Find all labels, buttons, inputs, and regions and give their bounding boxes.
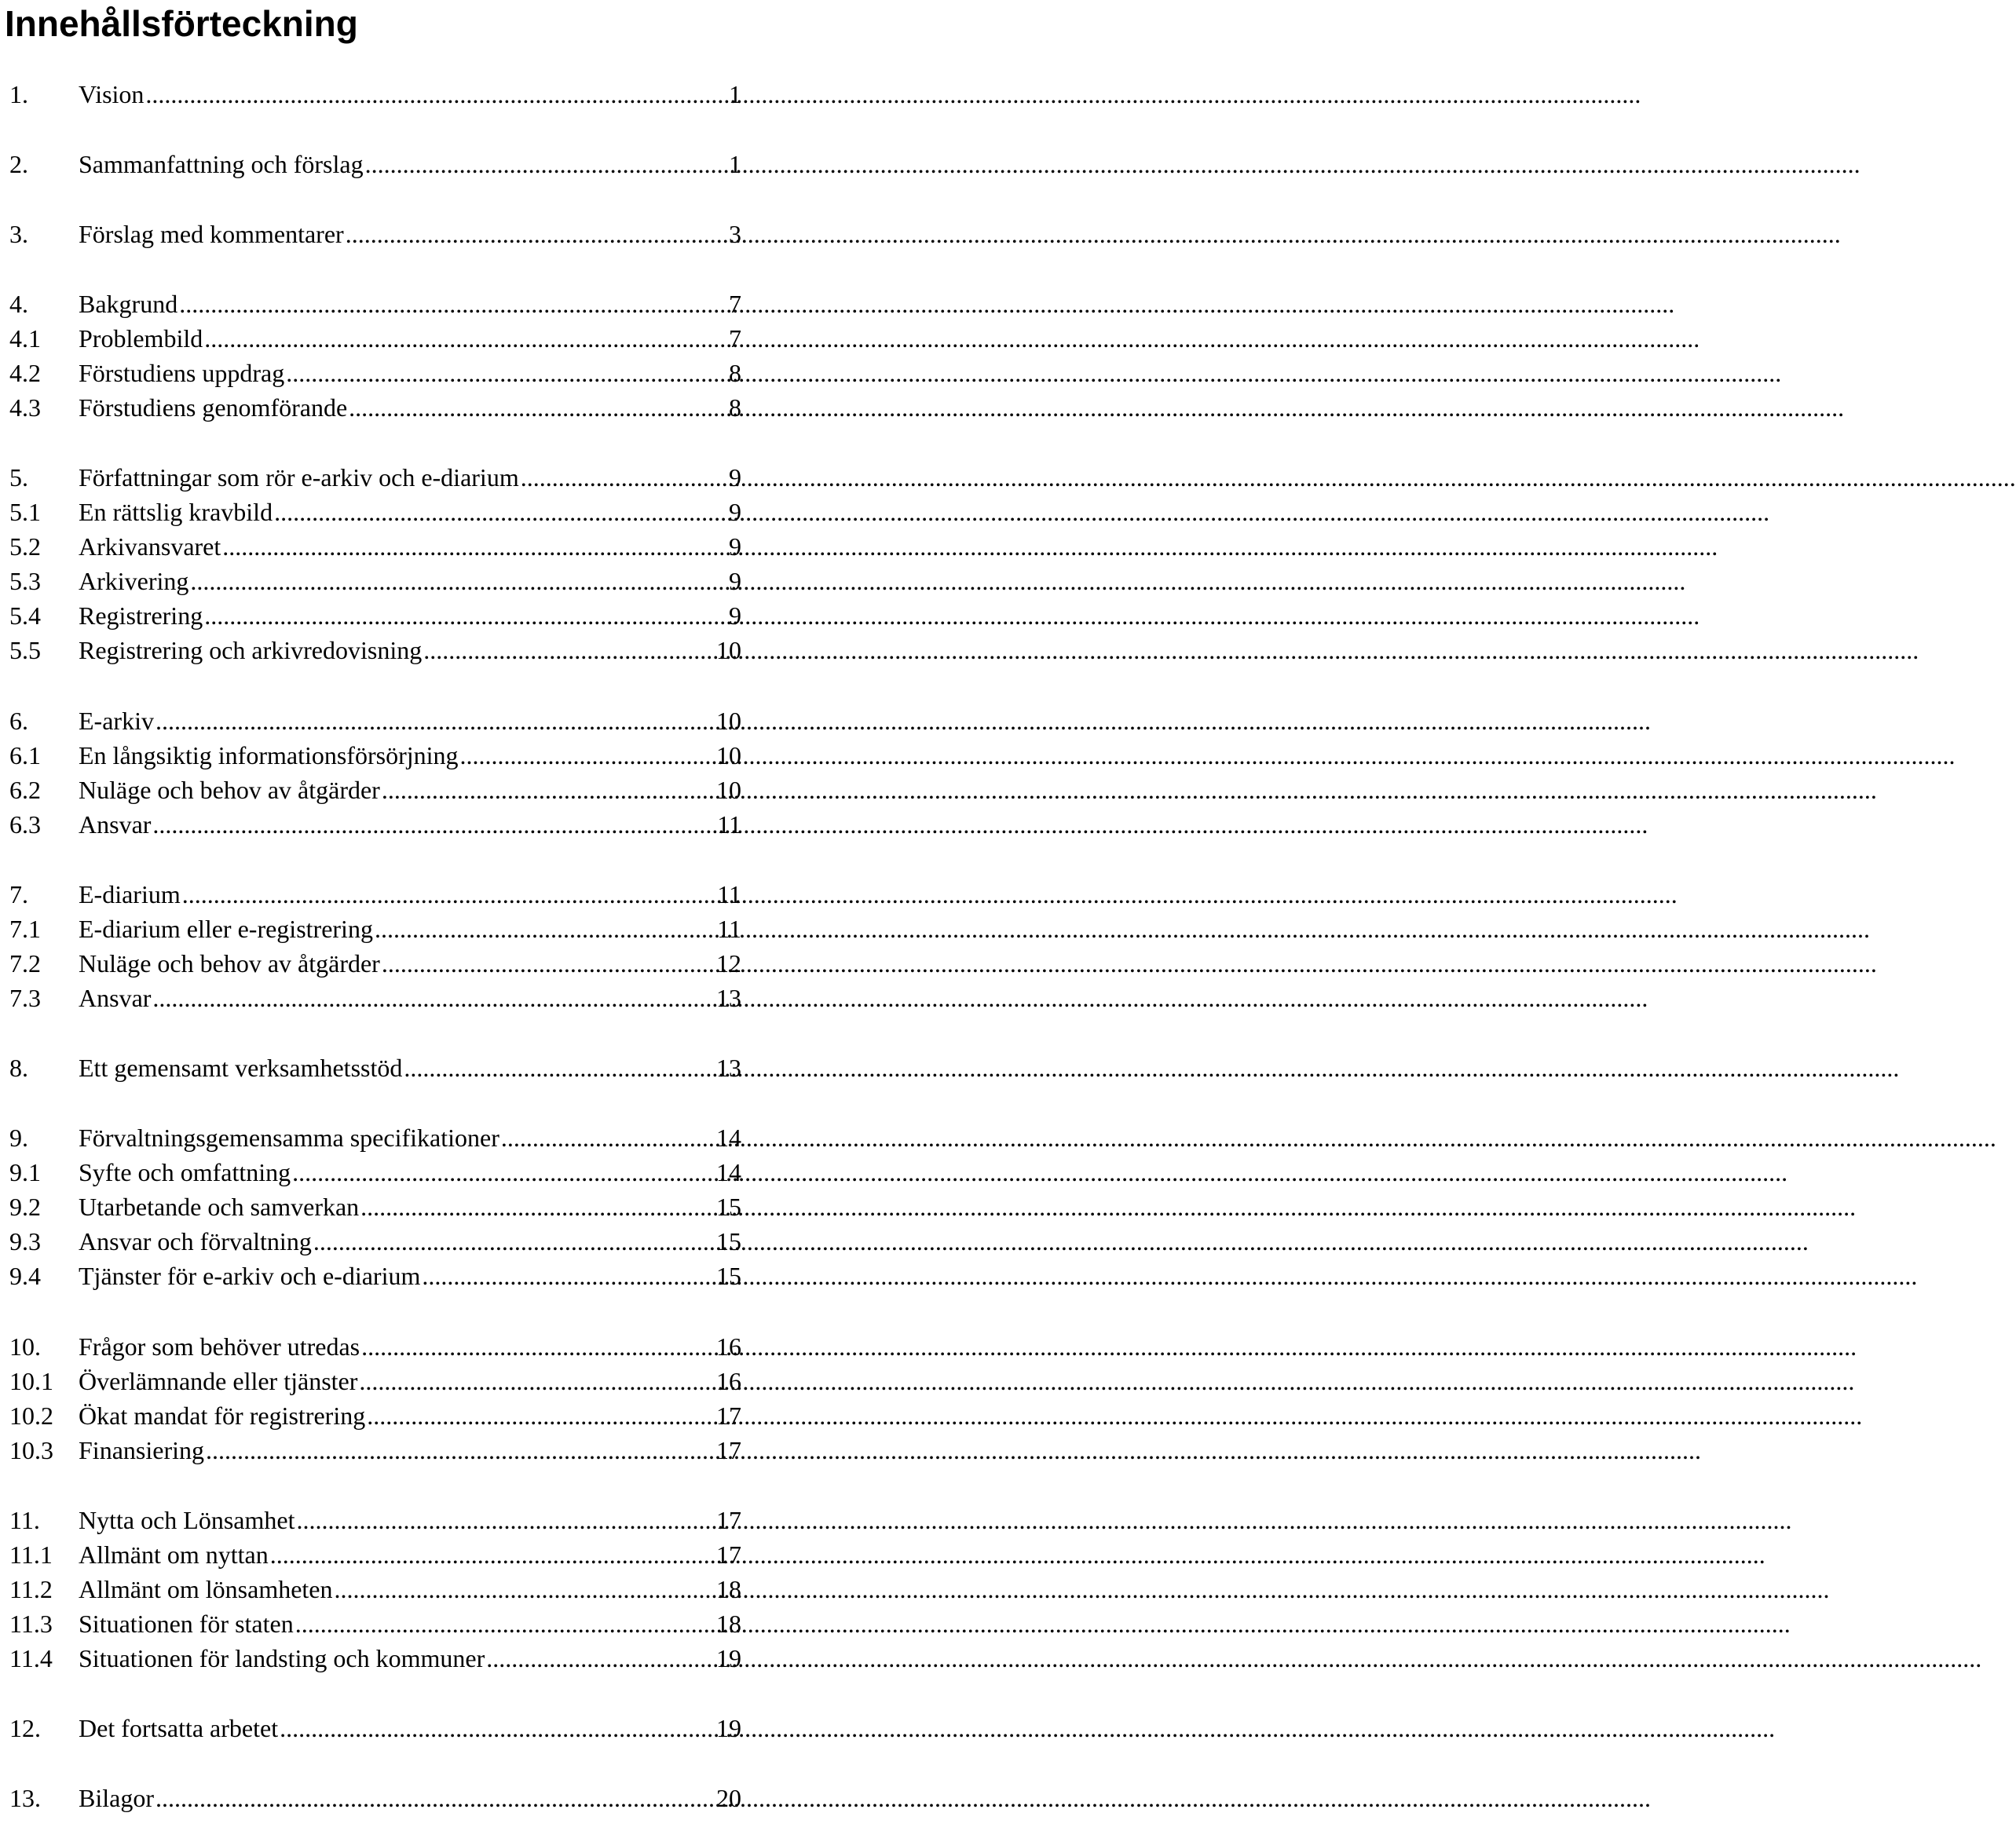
toc-entry-number: 6.1 [9,741,41,769]
toc-dot-leader [365,148,727,180]
toc-entry-title: Det fortsatta arbetet [79,1714,279,1742]
toc-entry-title: Situationen för landsting och kommuner [79,1644,485,1672]
toc-entry-number: 8. [9,1054,28,1082]
page-title: Innehållsförteckning [5,3,358,44]
toc-entry-title: En rättslig kravbild [79,498,273,526]
toc-entry[interactable] [9,1331,741,1362]
toc-entry[interactable] [9,1365,741,1397]
toc-entry-title: Överlämnande eller tjänster [79,1367,358,1395]
toc-entry-page: 16 [716,1332,741,1361]
toc-entry[interactable] [9,79,741,110]
toc-entry-number: 4.1 [9,324,41,353]
toc-entry-number: 11.2 [9,1575,53,1603]
toc-dot-leader [422,1260,715,1292]
toc-entry-page: 20 [716,1784,741,1812]
toc-entry[interactable] [9,1157,741,1188]
toc-entry-number: 2. [9,150,28,178]
toc-entry-number: 7. [9,880,28,908]
toc-entry-title: En långsiktig informationsförsörjning [79,741,459,769]
toc-entry[interactable] [9,218,741,250]
toc-entry-page: 9 [729,463,741,492]
toc-entry-page: 17 [716,1402,741,1430]
toc-entry-number: 4.3 [9,393,41,422]
toc-dot-leader [295,1608,715,1639]
toc-entry-number: 9.1 [9,1158,41,1186]
toc-entry-number: 6. [9,707,28,735]
toc-entry-number: 13. [9,1784,41,1812]
toc-dot-leader [335,1573,715,1605]
toc-entry[interactable] [9,809,741,840]
toc-entry-title: Utarbetande och samverkan [79,1193,360,1221]
toc-entry-title: Arkivansvaret [79,532,221,561]
toc-entry-title: Frågor som behöver utredas [79,1332,360,1361]
toc-entry[interactable] [9,148,741,180]
toc-entry-title: Nytta och Lönsamhet [79,1506,295,1534]
toc-entry-number: 5. [9,463,28,492]
toc-entry-page: 19 [716,1644,741,1672]
toc-dot-leader [349,392,727,423]
toc-dot-leader [292,1157,715,1188]
table-of-contents [0,0,754,1831]
toc-entry-page: 10 [716,636,741,664]
toc-dot-leader [182,879,715,910]
toc-entry-number: 9. [9,1124,28,1152]
toc-entry-page: 9 [729,601,741,630]
toc-entry-number: 12. [9,1714,41,1742]
toc-entry-title: Författningar som rör e-arkiv och e-diarium [79,463,519,492]
toc-entry[interactable] [9,1573,741,1605]
toc-entry-title: Ett gemensamt verksamhetsstöd [79,1054,403,1082]
toc-dot-leader [222,531,727,562]
toc-dot-leader [486,1643,715,1674]
toc-entry-number: 4.2 [9,359,41,387]
toc-entry[interactable] [9,288,741,320]
toc-entry-title: Problembild [79,324,203,353]
toc-entry-title: Finansiering [79,1436,204,1464]
toc-dot-leader [152,809,715,840]
toc-entry-title: Nuläge och behov av åtgärder [79,949,380,978]
toc-entry-number: 5.5 [9,636,41,664]
toc-dot-leader [382,774,715,806]
toc-entry-number: 4. [9,290,28,318]
toc-dot-leader [361,1331,715,1362]
toc-entry-page: 18 [716,1610,741,1638]
toc-entry-title: Allmänt om lönsamheten [79,1575,333,1603]
toc-entry-title: Vision [79,80,145,108]
toc-entry-title: Bakgrund [79,290,178,318]
toc-entry-page: 1 [729,80,741,108]
toc-dot-leader [155,1782,715,1814]
toc-entry-title: Nuläge och behov av åtgärder [79,776,380,804]
toc-entry-page: 13 [716,984,741,1012]
toc-entry-page: 10 [716,707,741,735]
toc-entry[interactable] [9,879,741,910]
toc-entry-number: 10. [9,1332,41,1361]
toc-entry[interactable] [9,1539,741,1570]
toc-dot-leader [346,218,727,250]
toc-entry-title: Ansvar [79,810,152,839]
toc-entry-page: 9 [729,567,741,595]
toc-entry[interactable] [9,1226,741,1257]
toc-entry-page: 15 [716,1227,741,1255]
toc-entry-number: 5.1 [9,498,41,526]
toc-dot-leader [145,79,727,110]
toc-dot-leader [367,1400,715,1431]
toc-entry-page: 8 [729,393,741,422]
toc-entry[interactable] [9,1191,741,1222]
toc-entry-title: Ansvar [79,984,152,1012]
toc-entry[interactable] [9,1400,741,1431]
toc-entry-page: 1 [729,150,741,178]
toc-entry-page: 17 [716,1540,741,1569]
toc-entry-number: 7.1 [9,915,41,943]
toc-entry[interactable] [9,705,741,736]
toc-entry-number: 11.4 [9,1644,53,1672]
toc-entry-title: Situationen för staten [79,1610,294,1638]
toc-entry-title: Förstudiens genomförande [79,393,348,422]
toc-entry[interactable] [9,1434,741,1466]
toc-entry-title: Bilagor [79,1784,154,1812]
toc-entry-number: 5.3 [9,567,41,595]
toc-entry[interactable] [9,1052,741,1084]
toc-entry[interactable] [9,496,741,528]
toc-entry-title: Tjänster för e-arkiv och e-diarium [79,1262,421,1290]
toc-entry-number: 7.2 [9,949,41,978]
toc-entry-title: Förstudiens uppdrag [79,359,285,387]
toc-entry[interactable] [9,634,741,666]
toc-entry-page: 12 [716,949,741,978]
toc-entry[interactable] [9,357,741,389]
toc-dot-leader [204,600,727,631]
toc-entry[interactable] [9,982,741,1014]
toc-entry-title: Förslag med kommentarer [79,220,344,248]
toc-entry-title: Syfte och omfattning [79,1158,291,1186]
toc-entry-page: 15 [716,1262,741,1290]
toc-entry-page: 17 [716,1436,741,1464]
toc-entry-title: Ökat mandat för registrering [79,1402,366,1430]
toc-entry-page: 13 [716,1054,741,1082]
toc-dot-leader [313,1226,715,1257]
toc-entry-title: Ansvar och förvaltning [79,1227,312,1255]
toc-entry-title: Förvaltningsgemensamma specifikationer [79,1124,499,1152]
toc-entry[interactable] [9,1504,741,1536]
toc-dot-leader [179,288,727,320]
toc-entry-title: Arkivering [79,567,189,595]
toc-entry[interactable] [9,948,741,979]
toc-entry[interactable] [9,531,741,562]
toc-entry-page: 11 [717,915,741,943]
toc-entry-number: 9.3 [9,1227,41,1255]
toc-entry-page: 7 [729,290,741,318]
toc-entry-title: Registrering och arkivredovisning [79,636,423,664]
toc-entry-number: 5.2 [9,532,41,561]
toc-entry-number: 10.1 [9,1367,53,1395]
toc-entry-page: 18 [716,1575,741,1603]
toc-entry-page: 10 [716,741,741,769]
toc-entry-title: E-diarium eller e-registrering [79,915,373,943]
toc-entry-page: 15 [716,1193,741,1221]
toc-entry-number: 5.4 [9,601,41,630]
toc-dot-leader [460,740,715,771]
toc-dot-leader [382,948,715,979]
toc-entry-page: 17 [716,1506,741,1534]
toc-entry[interactable] [9,1782,741,1814]
toc-dot-leader [280,1712,715,1744]
toc-dot-leader [375,913,715,945]
toc-dot-leader [152,982,715,1014]
toc-entry-number: 10.2 [9,1402,53,1430]
toc-entry-number: 11.1 [9,1540,53,1569]
toc-dot-leader [521,462,727,493]
toc-dot-leader [274,496,727,528]
toc-entry[interactable] [9,323,741,354]
toc-entry-page: 14 [716,1124,741,1152]
toc-entry[interactable] [9,565,741,597]
toc-entry-number: 3. [9,220,28,248]
toc-dot-leader [501,1122,715,1153]
toc-entry-number: 6.2 [9,776,41,804]
toc-entry-number: 9.4 [9,1262,41,1290]
toc-dot-leader [270,1539,715,1570]
toc-entry-page: 3 [729,220,741,248]
toc-entry-number: 11. [9,1506,40,1534]
toc-entry-title: E-diarium [79,880,181,908]
toc-dot-leader [155,705,715,736]
toc-entry-title: Allmänt om nyttan [79,1540,269,1569]
toc-entry-number: 10.3 [9,1436,53,1464]
toc-entry-number: 11.3 [9,1610,53,1638]
toc-entry[interactable] [9,1608,741,1639]
toc-entry-page: 16 [716,1367,741,1395]
toc-dot-leader [360,1191,715,1222]
toc-entry-number: 9.2 [9,1193,41,1221]
toc-entry-title: Registrering [79,601,203,630]
toc-entry-title: Sammanfattning och förslag [79,150,364,178]
toc-dot-leader [404,1052,715,1084]
toc-dot-leader [423,634,715,666]
toc-entry[interactable] [9,913,741,945]
toc-dot-leader [206,1434,715,1466]
toc-entry-page: 11 [717,880,741,908]
toc-entry[interactable] [9,774,741,806]
toc-entry[interactable] [9,740,741,771]
toc-entry-page: 9 [729,498,741,526]
toc-dot-leader [296,1504,715,1536]
toc-entry[interactable] [9,1712,741,1744]
toc-entry[interactable] [9,600,741,631]
toc-dot-leader [204,323,727,354]
toc-entry[interactable] [9,392,741,423]
toc-entry[interactable] [9,1122,741,1153]
toc-dot-leader [286,357,727,389]
toc-entry-page: 8 [729,359,741,387]
toc-entry[interactable] [9,462,741,493]
toc-entry-number: 1. [9,80,28,108]
toc-entry-title: E-arkiv [79,707,154,735]
toc-entry-number: 6.3 [9,810,41,839]
toc-entry-page: 10 [716,776,741,804]
toc-entry-page: 11 [717,810,741,839]
toc-entry-number: 7.3 [9,984,41,1012]
toc-entry[interactable] [9,1260,741,1292]
toc-dot-leader [190,565,727,597]
toc-entry-page: 9 [729,532,741,561]
toc-dot-leader [359,1365,715,1397]
toc-entry[interactable] [9,1643,741,1674]
toc-entry-page: 14 [716,1158,741,1186]
toc-entry-page: 7 [729,324,741,353]
toc-entry-page: 19 [716,1714,741,1742]
